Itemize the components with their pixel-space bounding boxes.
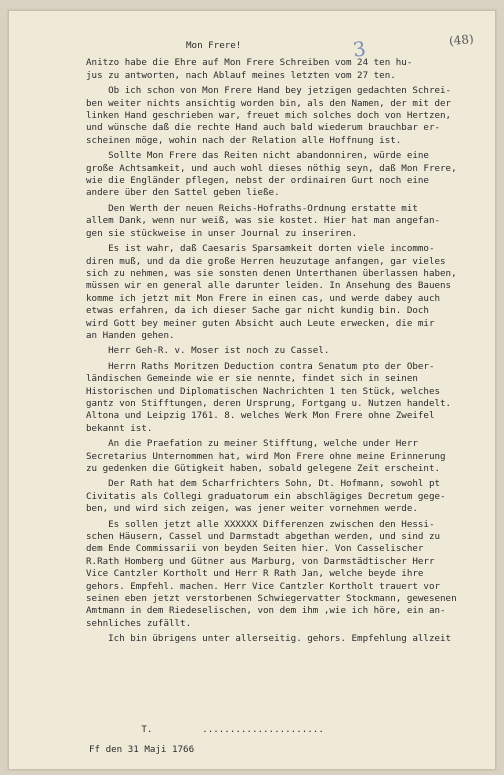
text-line: müssen wir en general alle darunter leiden. In Ansehung des Bauens xyxy=(86,280,452,292)
date-line: Ff den 31 Maji 1766 xyxy=(89,744,195,755)
text-line: ben, und wird sich zeigen, was jener weiter vornehmen werde. xyxy=(86,503,418,515)
text-line: sehnliches zufällt. xyxy=(86,617,192,629)
text-line: Amtmann in dem Riedeselischen, von dem ihm ,wie ich höre, ein an- xyxy=(86,605,446,617)
text-line: Der Rath hat dem Scharfrichters Sohn, Dt. Hofmann, sowohl pt xyxy=(86,478,441,490)
paragraph xyxy=(86,203,486,240)
text-line: Herrn Raths Moritzen Deduction contra Senatum pto der Ober- xyxy=(86,360,435,372)
text-line: bekannt ist. xyxy=(86,422,153,434)
paragraph xyxy=(86,85,486,147)
signature-line: T. ...................... xyxy=(86,724,324,735)
paragraph xyxy=(86,57,486,82)
text-line: dem Ende Commissarii von beyden Seiten hier. Von Casselischer xyxy=(86,543,424,555)
text-line: ländischen Gemeinde wie er sie nennte, findet sich in seinen xyxy=(86,373,418,385)
text-line: An die Praefation zu meiner Stifftung, welche under Herr xyxy=(86,438,418,450)
text-line: scheinen möge, wohin nach der Relation alle Hoffnung ist. xyxy=(86,134,402,146)
paragraph xyxy=(86,361,486,435)
text-line: Secretarius Unternommen hat, wird Mon Frere ohne meine Erinnerung xyxy=(86,450,446,462)
text-line: andere über den Sattel geben ließe. xyxy=(86,187,280,199)
text-line: Ich bin übrigens unter allerseitig. gehors. Empfehlung allzeit xyxy=(86,633,452,645)
text-line: etwas erfahren, da ich dieser Sache gar nicht kundig bin. Doch xyxy=(86,305,429,317)
text-line: gehors. Empfehl. machen. Herr Vice Cantzler Kortholt trauert vor xyxy=(86,580,441,592)
text-line: Es ist wahr, daß Caesaris Sparsamkeit dorten viele incommo- xyxy=(86,243,435,255)
archive-pencil-mark: 3 xyxy=(351,36,368,62)
text-line: große Achtsamkeit, und auch wohl dieses nöthig seyn, daß Mon Frere, xyxy=(86,162,457,174)
text-line: Historischen und Diplomatischen Nachrichten 1 ten Stück, welches xyxy=(86,385,441,397)
text-line: wird Gott bey meiner guten Absicht auch Leute erwecken, die mir xyxy=(86,317,435,329)
text-line: Sollte Mon Frere das Reiten nicht abandonniren, würde eine xyxy=(86,150,429,162)
text-line: Civitatis als Collegi graduatorum ein abschlägiges Decretum gege- xyxy=(86,490,446,502)
text-line: Den Werth der neuen Reichs-Hofraths-Ordnung erstatte mit xyxy=(86,202,418,214)
paragraph xyxy=(86,478,486,515)
text-line: sich zu nehmen, was sie sonsten denen Unterthanen überlassen haben, xyxy=(86,267,457,279)
text-line: komme ich jetzt mit Mon Frere in einen cas, und werde dabey auch xyxy=(86,292,441,304)
text-line: seinen eben jetzt verstorbenen Schwiegervatter Stockmann, gewesenen xyxy=(86,593,457,605)
paragraph xyxy=(86,633,486,645)
text-line: und wünsche daß die rechte Hand auch bald wiederum brauchbar er- xyxy=(86,122,441,134)
text-line: an Handen gehen. xyxy=(86,329,175,341)
text-line: wie die Engländer pflegen, nebst der ordinairen Gurt noch eine xyxy=(86,175,429,187)
text-line: diren muß, und da die große Herren heuzutage anfangen, gar vieles xyxy=(86,255,446,267)
text-line: Herr Geh-R. v. Moser ist noch zu Cassel. xyxy=(86,345,330,357)
folio-number: (48) xyxy=(448,31,475,49)
paragraph xyxy=(86,438,486,475)
paragraph xyxy=(86,345,486,357)
salutation: Mon Frere! xyxy=(186,40,242,51)
text-line: zu gedenken die Gütigkeit haben, sobald gelegene Zeit erscheint. xyxy=(86,463,441,474)
paragraph xyxy=(86,519,486,631)
text-line: schen Häusern, Cassel und Darmstadt abgethan werden, und sind zu xyxy=(86,531,441,543)
text-line: gen sie stückweise in unser Journal zu inseriren. xyxy=(86,227,358,239)
text-line: Ob ich schon von Mon Frere Hand bey jetzigen gedachten Schrei- xyxy=(86,85,452,97)
text-line: R.Rath Homberg und Gütner aus Marburg, von Darmstädtischer Herr xyxy=(86,555,435,567)
text-line: linken Hand geschrieben war, freuet mich solches doch von Hertzen, xyxy=(86,110,452,122)
text-line: Es sollen jetzt alle XXXXXX Differenzen zwischen den Hessi- xyxy=(86,518,435,530)
text-line: Vice Cantzler Kortholt und Herr R Rath Jan, welche beyde ihre xyxy=(86,568,424,580)
paragraph xyxy=(86,243,486,342)
text-line: gantz von Stifftungen, deren Ursprung, Fortgang u. Nutzen handelt. xyxy=(86,397,452,409)
text-line: Anitzo habe die Ehre auf Mon Frere Schreiben vom 24 ten hu- xyxy=(86,57,413,69)
text-line: ben weiter nichts ansichtig worden bin, als den Namen, der mit der xyxy=(86,97,452,109)
paragraph xyxy=(86,150,486,200)
text-line: Altona und Leipzig 1761. 8. welches Werk Mon Frere ohne Zweifel xyxy=(86,410,435,422)
text-line: allem Dank, wenn nur weiß, was sie kostet. Hier hat man angefan- xyxy=(86,215,441,227)
paragraph-list xyxy=(86,57,486,645)
letter-body xyxy=(86,40,486,649)
text-line: jus zu antworten, nach Ablauf meines letzten vom 27 ten. xyxy=(86,69,396,81)
